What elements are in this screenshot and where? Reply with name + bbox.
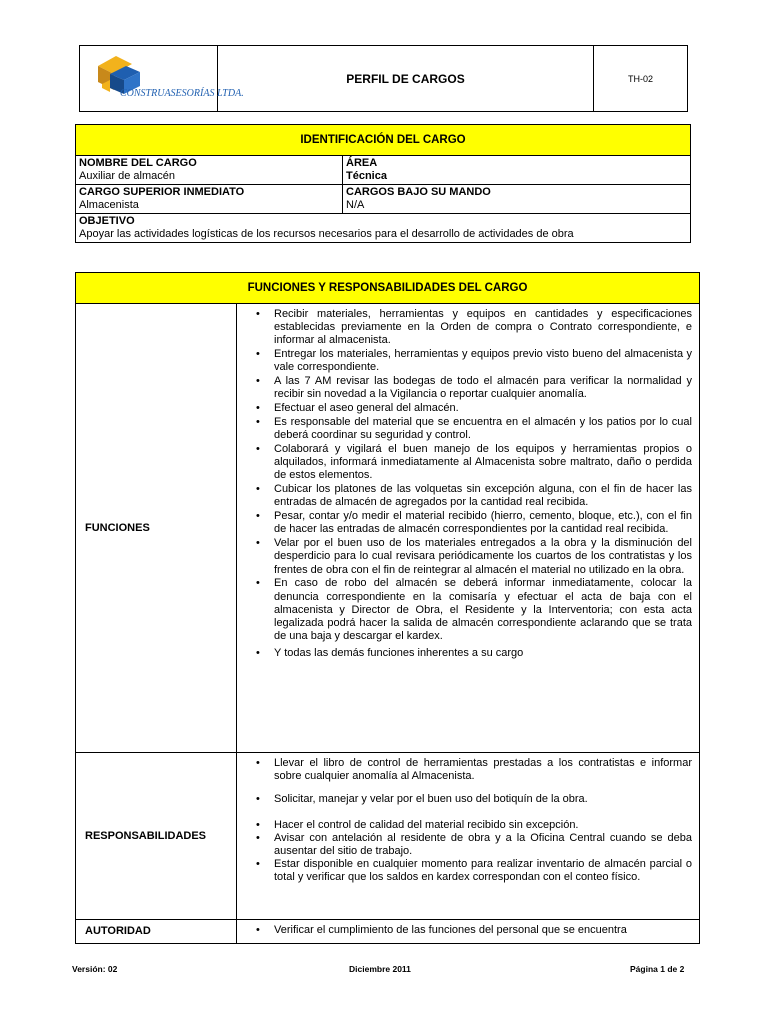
footer-date: Diciembre 2011 [349,964,411,974]
document-code: TH-02 [594,46,688,112]
responsibility-item: • Solicitar, manejar y velar por el buen uso del botiquín de la obra. [238,793,692,806]
function-item: • Entregar los materiales, herramientas y equipos previo visto bueno del almacenista y vale correspondiente. [238,348,692,374]
function-item: • Es responsable del material que se encuentra en el almacén y los patios por lo cual deberá coordinar su seguridad y control. [238,416,692,442]
responsibilities-list-cell [237,752,700,919]
subordinates-label: CARGOS BAJO SU MANDO [346,186,491,198]
subordinates-value: N/A [346,199,365,211]
function-item: • Recibir materiales, herramientas y equipos en cantidades y especificaciones establecidas previamente en la Orden de compra o Contrato correspondiente, e informar al almacenista. [238,308,692,348]
functions-table [75,272,700,944]
authority-item: • Verificar el cumplimiento de las funciones del personal que se encuentra [238,924,692,937]
responsibility-item: • Llevar el libro de control de herramientas prestadas a los contratistas e informar sobre cualquier anomalía al Almacenista. [238,757,692,783]
function-item: • Efectuar el aseo general del almacén. [238,402,692,415]
job-name-label: NOMBRE DEL CARGO [79,157,197,169]
functions-heading: FUNCIONES Y RESPONSABILIDADES DEL CARGO [76,273,700,304]
authority-list-cell [237,919,700,943]
logo-cell [80,46,244,112]
page-title: PERFIL DE CARGOS [218,46,594,112]
superior-label: CARGO SUPERIOR INMEDIATO [79,186,245,198]
function-item: • Pesar, contar y/o medir el material recibido (hierro, cemento, bloque, etc.), con el fin de hacer las entradas de almacén correspondientes por la cantidad real recibida. [238,510,692,536]
area-cell [343,156,691,185]
functions-label: FUNCIONES [76,304,237,753]
footer-version: Versión: 02 [72,964,118,974]
superior-value: Almacenista [79,199,139,211]
responsibility-item: • Hacer el control de calidad del material recibido sin excepción. [238,819,692,832]
objective-value: Apoyar las actividades logísticas de los recursos necesarios para el desarrollo de actividades de obra [79,228,574,240]
job-name-cell [76,156,343,185]
responsibility-item: • Estar disponible en cualquier momento para realizar inventario de almacén parcial o total y verificar que los saldos en kardex correspondan con el conteo físico. [238,858,692,884]
responsibilities-list [238,757,698,885]
area-label: ÁREA [346,157,378,169]
responsibility-item: • Avisar con antelación al residente de obra y a la Oficina Central cuando se deba ausentar del sitio de trabajo. [238,832,692,858]
footer-page: Página 1 de 2 [630,964,685,974]
functions-list-cell [237,304,700,753]
job-name-value: Auxiliar de almacén [79,170,175,182]
identification-heading: IDENTIFICACIÓN DEL CARGO [76,125,691,156]
authority-list [238,924,698,937]
identification-table [75,124,691,243]
function-item: • Velar por el buen uso de los materiales entregados a la obra y la disminución del desperdicio para lo cual revisara periódicamente los cuartos de los contratistas y los frentes de obra con el fin de reintegrar al almacén el material no utilizado en la obra. [238,537,692,577]
document-header [79,45,688,112]
function-item: • En caso de robo del almacén se deberá informar inmediatamente, colocar la denuncia correspondiente en la comisaría y efectuar el acta de baja con el almacenista y Director de Obra, el Residente y la Interventoria; con esta acta legalizada podrá hacer la salida de almacén correspondiente aclarando que se trata de una baja y descargar el kardex. [238,577,692,643]
area-value: Técnica [346,170,387,182]
functions-list [238,308,698,661]
function-item: • Y todas las demás funciones inherentes a su cargo [238,647,692,660]
function-item: • A las 7 AM revisar las bodegas de todo el almacén para verificar la normalidad y recibir sin novedad a la Vigilancia o reportar cualquier anomalía. [238,375,692,401]
authority-label: AUTORIDAD [76,919,237,943]
objective-cell [76,214,691,243]
function-item: • Cubicar los platones de las volquetas sin excepción alguna, con el fin de hacer las entradas de almacén de agregados por la cantidad real recibida. [238,483,692,509]
logo-text: CONSTRUASESORÍAS LTDA. [120,88,244,99]
subordinates-cell [343,185,691,214]
superior-cell [76,185,343,214]
function-item: • Colaborará y vigilará el buen manejo de los equipos y herramientas propios o alquilados, informará inmediatamente al Almacenista sobre maltrato, daño o perdida de estos elementos. [238,443,692,483]
responsibilities-label: RESPONSABILIDADES [76,752,237,919]
objective-label: OBJETIVO [79,215,135,227]
company-logo [80,46,244,106]
